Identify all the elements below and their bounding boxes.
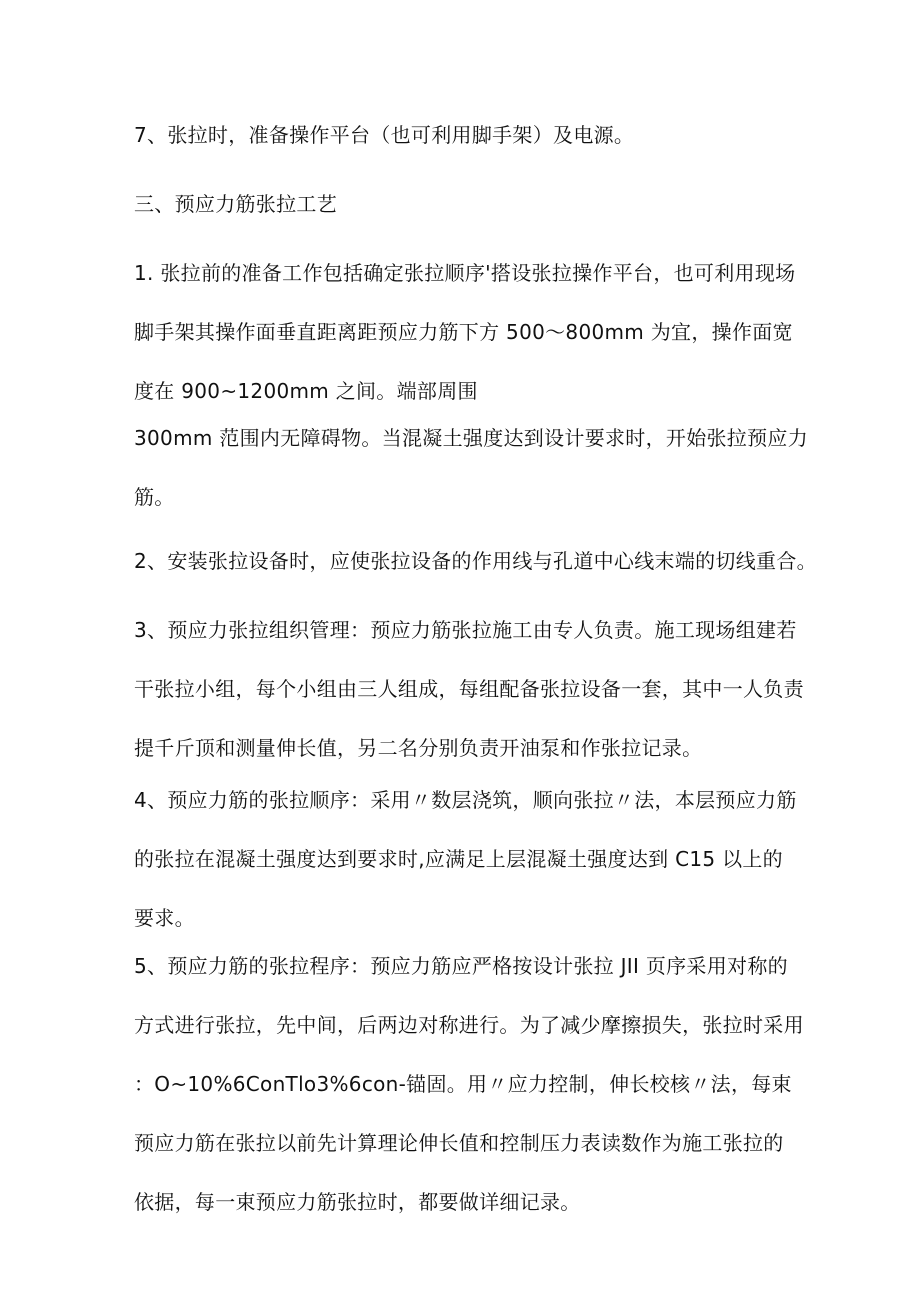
paragraph-step-3 <box>134 601 804 778</box>
text-line: 要求。 <box>134 906 195 930</box>
text-line: 4、预应力筋的张拉顺序：采用〃数层浇筑，顺向张拉〃法，本层预应力筋 <box>134 788 797 812</box>
text-line: 脚手架其操作面垂直距离距预应力筋下方 500～800mm 为宜，操作面宽 <box>134 320 793 344</box>
paragraph-step-5 <box>134 937 804 1232</box>
text-line: 预应力筋在张拉以前先计算理论伸长值和控制压力表读数作为施工张拉的 <box>134 1131 784 1155</box>
text-line: 的张拉在混凝土强度达到要求时,应满足上层混凝土强度达到 C15 以上的 <box>134 847 783 871</box>
text-line: 1. 张拉前的准备工作包括确定张拉顺序'搭设张拉操作平台，也可利用现场 <box>134 261 796 285</box>
text-line: 筋。 <box>134 485 175 509</box>
text-line: 300mm 范围内无障碍物。当混凝土强度达到设计要求时，开始张拉预应力 <box>134 426 808 450</box>
text-line: 2、安装张拉设备时，应使张拉设备的作用线与孔道中心线末端的切线重合。 <box>134 549 817 573</box>
text-line: 5、预应力筋的张拉程序：预应力筋应严格按设计张拉 JII 页序采用对称的 <box>134 954 788 978</box>
text-line: 干张拉小组，每个小组由三人组成，每组配备张拉设备一套，其中一人负责 <box>134 677 804 701</box>
paragraph-step-1 <box>134 244 794 421</box>
text-line: 提千斤顶和测量伸长值，另二名分别负责开油泵和作张拉记录。 <box>134 736 703 760</box>
text-line: 依据，每一束预应力筋张拉时，都要做详细记录。 <box>134 1190 581 1214</box>
paragraph-item-7 <box>134 106 794 165</box>
text-line: 7、张拉时，准备操作平台（也可利用脚手架）及电源。 <box>134 123 635 147</box>
paragraph-step-4 <box>134 771 797 948</box>
paragraph-step-2 <box>134 532 817 591</box>
text-line: 3、预应力张拉组织管理：预应力筋张拉施工由专人负责。施工现场组建若 <box>134 618 797 642</box>
text-line: 度在 900~1200mm 之间。端部周围 <box>134 379 478 403</box>
text-line: 方式进行张拉，先中间，后两边对称进行。为了减少摩擦损失，张拉时采用 <box>134 1013 804 1037</box>
section-heading <box>134 175 794 234</box>
text-line: 三、预应力筋张拉工艺 <box>134 192 337 216</box>
paragraph-step-1-continued <box>134 409 808 527</box>
text-line: ：O~10%6ConTlo3%6con-锚固。用〃应力控制，伸长校核〃法，每束 <box>134 1072 792 1096</box>
